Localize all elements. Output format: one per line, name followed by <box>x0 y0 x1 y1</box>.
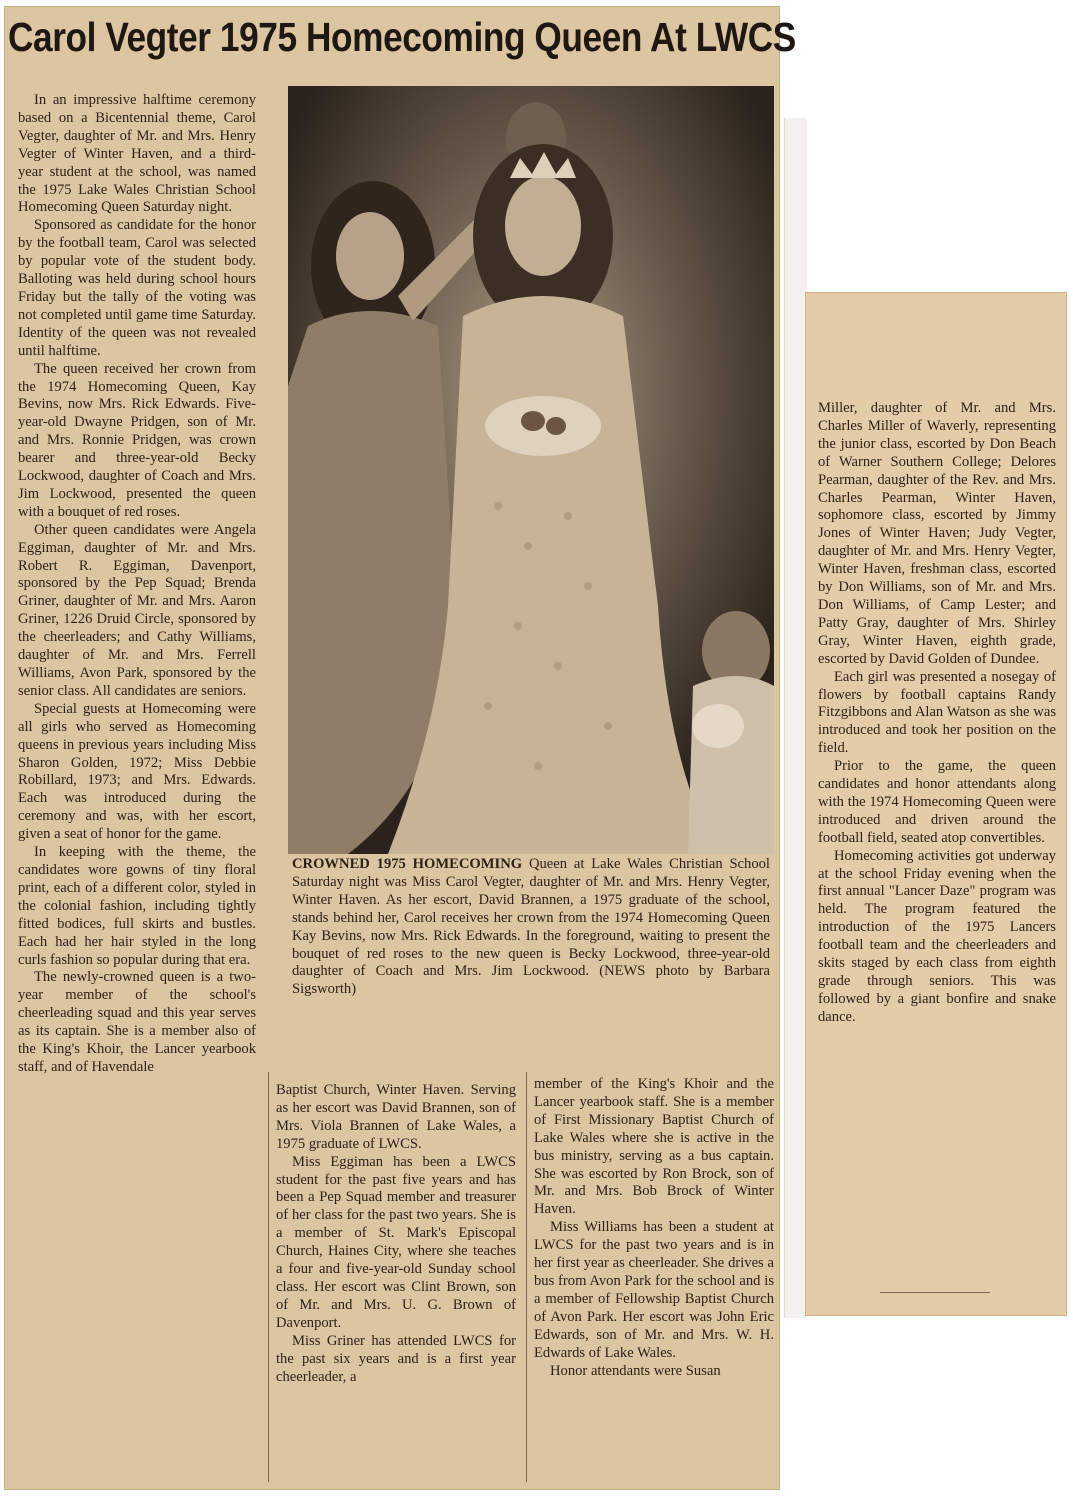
caption-lead: CROWNED 1975 HOMECOMING <box>292 856 523 872</box>
article-column-1 <box>18 92 256 1077</box>
paragraph: Miss Eggiman has been a LWCS student for the past five years and has been a Pep Squad member and treasurer of her class for the past two years. She is a member of St. Mark's Episcopal Church, Haines City, where she teaches a four and five-year-old Sunday school class. Her escort was Clint Brown, son of Mr. and Mrs. U. G. Brown of Davenport. <box>276 1153 516 1331</box>
photo-caption <box>292 856 770 999</box>
end-rule <box>880 1292 990 1293</box>
article-column-4 <box>818 400 1056 1027</box>
headline: Carol Vegter 1975 Homecoming Queen At LWCS <box>8 14 796 60</box>
paragraph: Each girl was presented a nosegay of flowers by football captains Randy Fitzgibbons and Alan Watson as she was introduced and took her position on the field. <box>818 668 1056 757</box>
paragraph: Honor attendants were Susan <box>550 1362 721 1379</box>
paragraph: Baptist Church, Winter Haven. Serving as her escort was David Brannen, son of Mrs. Viola Brannen of Lake Wales, a 1975 graduate of LWCS. <box>276 1082 516 1152</box>
paragraph: The queen received her crown from the 1974 Homecoming Queen, Kay Bevins, now Mrs. Rick Edwards. Five-year-old Dwayne Pridgen, son of Mr. and Mrs. Ronnie Pridgen, was crown bearer and three-year-old Becky Lockwood, daughter of Coach and Mrs. Jim Lockwood, presented the queen with a bouquet of red roses. <box>18 360 256 520</box>
column-rule <box>526 1072 527 1482</box>
paragraph: Special guests at Homecoming were all girls who served as Homecoming queens in previous years including Miss Sharon Golden, 1972; Miss Debbie Robillard, 1973; and Mrs. Edwards. Each was introduced during the ceremony and was, with her escort, given a seat of honor for the game. <box>18 700 256 843</box>
article-column-3 <box>534 1076 774 1380</box>
caption-body: Queen at Lake Wales Christian School Saturday night was Miss Carol Vegter, daughter of Mr. and Mrs. Henry Vegter, Winter Haven. As her escort, David Brannen, a 1975 graduate of the school, stands behind her, Carol receives her crown from the 1974 Homecoming Queen Kay Bevins, now Mrs. Rick Edwards. In the foreground, waiting to present the bouquet of red roses to the new queen is Becky Lockwood, three-year-old daughter of Coach and Mrs. Jim Lockwood. (NEWS photo by Barbara Sigsworth) <box>292 856 770 998</box>
paragraph: Miss Williams has been a student at LWCS for the past two years and is in her first year as cheerleader. She drives a bus from Avon Park for the school and is a member of Fellowship Baptist Church of Avon Park. Her escort was John Eric Edwards, son of Mr. and Mrs. W. H. Edwards of Lake Wales. <box>534 1219 774 1361</box>
paragraph: Homecoming activities got underway at the school Friday evening when the first annual "Lancer Daze" program was held. The program featured the introduction of the 1975 Lancers football team and the cheerleaders and skits staged by each class from eighth grade through seniors. This was followed by a giant bonfire and snake dance. <box>818 847 1056 1025</box>
homecoming-photo <box>288 86 774 854</box>
paragraph: The newly-crowned queen is a two-year member of the school's cheerleading squad and this year serves as its captain. She is a member also of the King's Khoir, the Lancer yearbook staff, and of Havendale <box>18 969 256 1075</box>
paragraph: Other queen candidates were Angela Eggiman, daughter of Mr. and Mrs. Robert R. Eggiman, Davenport, sponsored by the Pep Squad; Brenda Griner, daughter of Mr. and Mrs. Aaron Griner, 1226 Druid Circle, sponsored by the cheerleaders; and Cathy Williams, daughter of Mr. and Mrs. Ferrell Williams, Avon Park, sponsored by the senior class. All candidates are seniors. <box>18 521 256 699</box>
paragraph: member of the King's Khoir and the Lancer yearbook staff. She is a member of First Missionary Baptist Church of Lake Wales where she is active in the bus ministry, serving as a bus captain. She was escorted by Ron Brock, son of Mr. and Mrs. Bob Brock of Winter Haven. <box>534 1076 774 1218</box>
paragraph: In an impressive halftime ceremony based on a Bicentennial theme, Carol Vegter, daughter of Mr. and Mrs. Henry Vegter of Winter Haven, and a third-year student at the school, was named the 1975 Lake Wales Christian School Homecoming Queen Saturday night. <box>18 92 256 216</box>
paragraph: Prior to the game, the queen candidates and honor attendants along with the 1974 Homecoming Queen were introduced and driven around the football field, seated atop convertibles. <box>818 758 1056 846</box>
column-rule <box>268 1072 269 1482</box>
paragraph: In keeping with the theme, the candidates wore gowns of tiny floral print, each of a different color, styled in the colonial fashion, including tightly fitted bodices, full skirts and bustles. Each had her hair styled in the long curls fashion so popular during that era. <box>18 844 256 968</box>
paragraph: Sponsored as candidate for the honor by the football team, Carol was selected by popular vote of the student body. Balloting was held during school hours Friday but the tally of the voting was not completed until game time Saturday. Identity of the queen was not revealed until halftime. <box>18 217 256 359</box>
article-column-2 <box>276 1082 516 1386</box>
paragraph: Miller, daughter of Mr. and Mrs. Charles Miller of Waverly, representing the junior class, escorted by Don Beach of Warner Southern College; Delores Pearman, daughter of the Rev. and Mrs. Charles Pearman, Winter Haven, sophomore class, escorted by Jimmy Jones of Winter Haven; Judy Vegter, daughter of Mr. and Mrs. Henry Vegter, Winter Haven, freshman class, escorted by Don Williams, son of Mr. and Mrs. Don Williams, of Camp Lester; and Patty Gray, daughter of Mrs. Shirley Gray, Winter Haven, eighth grade, escorted by David Golden of Dundee. <box>818 400 1056 667</box>
paper-scrap <box>784 118 807 1318</box>
paragraph: Miss Griner has attended LWCS for the past six years and is a first year cheerleader, a <box>276 1332 516 1385</box>
